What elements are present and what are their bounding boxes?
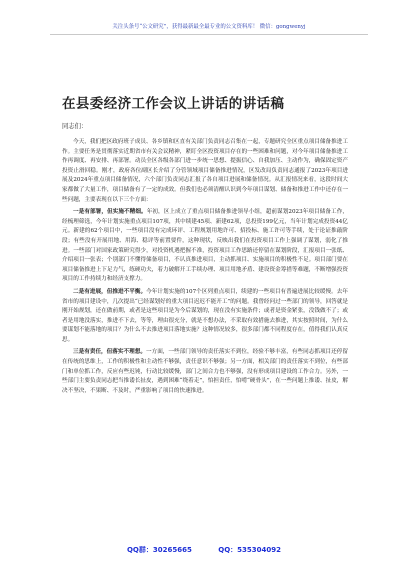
paragraph-lead: 一是有部署，但实施不精细。 [73, 209, 147, 216]
footer-qq: QQ：535304092 [218, 546, 282, 554]
paragraph-text: 一方面，一些部门领导的责任落实不到位，经验不够丰富，有些同志抓项目还停留在传统的思维上，工作的积极性和主动性不够强，责任意识不够强；另一方面，相关部门的责任落实不到位，有些部门和单位抓工作，反应有些迟钝，行动比较缓慢，部门之间合力也不够强，没有形成项目建设的工作合力。另外，一些部门主要负责同志把当推诿长扯皮，遇到困难“绕着走”，怕担责任，怕啃“硬骨头”，在一些问题上推诿、扯皮，解决不坚决，不果断、不及时，严重影响了项目的快速推进。 [62, 349, 348, 394]
paragraph-point-3 [62, 348, 348, 396]
document-title: 在县委经济工作会议上讲话的讲话稿 [62, 96, 285, 112]
paragraph-lead: 三是有责任，但落实不理想。 [73, 349, 146, 356]
document-body [62, 138, 348, 399]
header-banner: 关注头条号“公文研究”，获得最新最全最专业的公文资料库！ 微信：gongwenyj [112, 24, 306, 30]
paragraph-point-1 [62, 208, 348, 285]
salutation: 同志们： [62, 123, 88, 130]
paragraph-text: 今天，我们把区政府班子成员、各乡镇和区直有关部门负责同志召集在一起，专题研究全区重点项目储备推进工作。主要任务是贯彻落实近期省市有关会议精神，紧盯全区投资项目存在的一些困难和问题，对今年项目储备推进工作再调度、再安排、再部署。动员全区各级各部门进一步统一思想、提振信心、自我加压、主动作为，确保固定资产投资止滑回稳。刚才，政府各位副区长介绍了分管领域项目储备推进情况，区发改局负责同志通报了2023年项目进展及2024年重点项目储备情况，六个部门负责同志汇报了各自项目进展和储备情况。从汇报情况来看，这段时间大家都做了大量工作，项目储备有了一定的成效。但我们也必须清醒认识到今年项目谋划、储备和推进工作中还存在一些问题，主要表现在以下三个方面： [62, 139, 348, 203]
header-divider [50, 34, 368, 35]
paragraph-text: 年初，区上成立了重点项目储备推进领导小组，超前谋划2023年项目储备工作，经梳理筛选，今年计划实施重点项目107项，其中续建45项、新建62项，总投资199亿元，当年计划完成投资44亿元。新建的62个项目中，一些项目没有完成环评、工程规划用地许可、招投标、施工许可等手续，处于论证推敲阶段；有些没有开展用地、用海、稳评等前置要件，这种现状，反映出我们在投资项目工作上强调了谋划，弱化了推进。一些部门对国家政策研究得少，对投资机遇把握不准，投资项目工作思路还停留在谋划阶段，汇报项目一张纸、介绍项目一张表；个别部门不懂得储备项目，不认真推进项目，主动抓项目、实施项目的积极性不足。项目部门要在项目储备推进上下足力气，练硬功夫，着力破解开工手续办理、项目用地矛盾、建设资金筹措等难题，不断增强投资项目的工作持续力和经济支撑力。 [62, 209, 348, 283]
footer-qq-group: QQ群：30265665 [126, 546, 192, 554]
paragraph-point-2 [62, 288, 348, 346]
page-header [50, 22, 368, 35]
paragraph-lead: 二是有进展，但推进不平衡。 [73, 288, 147, 295]
paragraph-text: 今年计划实施的107个区列重点项目，续建的一些项目有普遍进展比较缓慢。去年省市的项目建设中，几次提出“已经谋划好的重大项目迟迟不能开工”的问题。我曾经问过一些部门的领导，回答就是刚开始规划，还在做前期，或者是这些项目是为今后谋划的，现在没有实施条件；或者是资金紧张，没钱做不了；或者是用地没落实，推进不下去，等等，理由很充分，就是不想办法，不采取有效措施去推进，其实按照时间，为什么要谋划不能落地的项目？为什么不去推进项目落地实施？这种情况较多，很多部门都不同程度存在，值得我们认真反思。 [62, 288, 348, 343]
page-footer [0, 545, 408, 555]
paragraph-intro [62, 138, 348, 205]
